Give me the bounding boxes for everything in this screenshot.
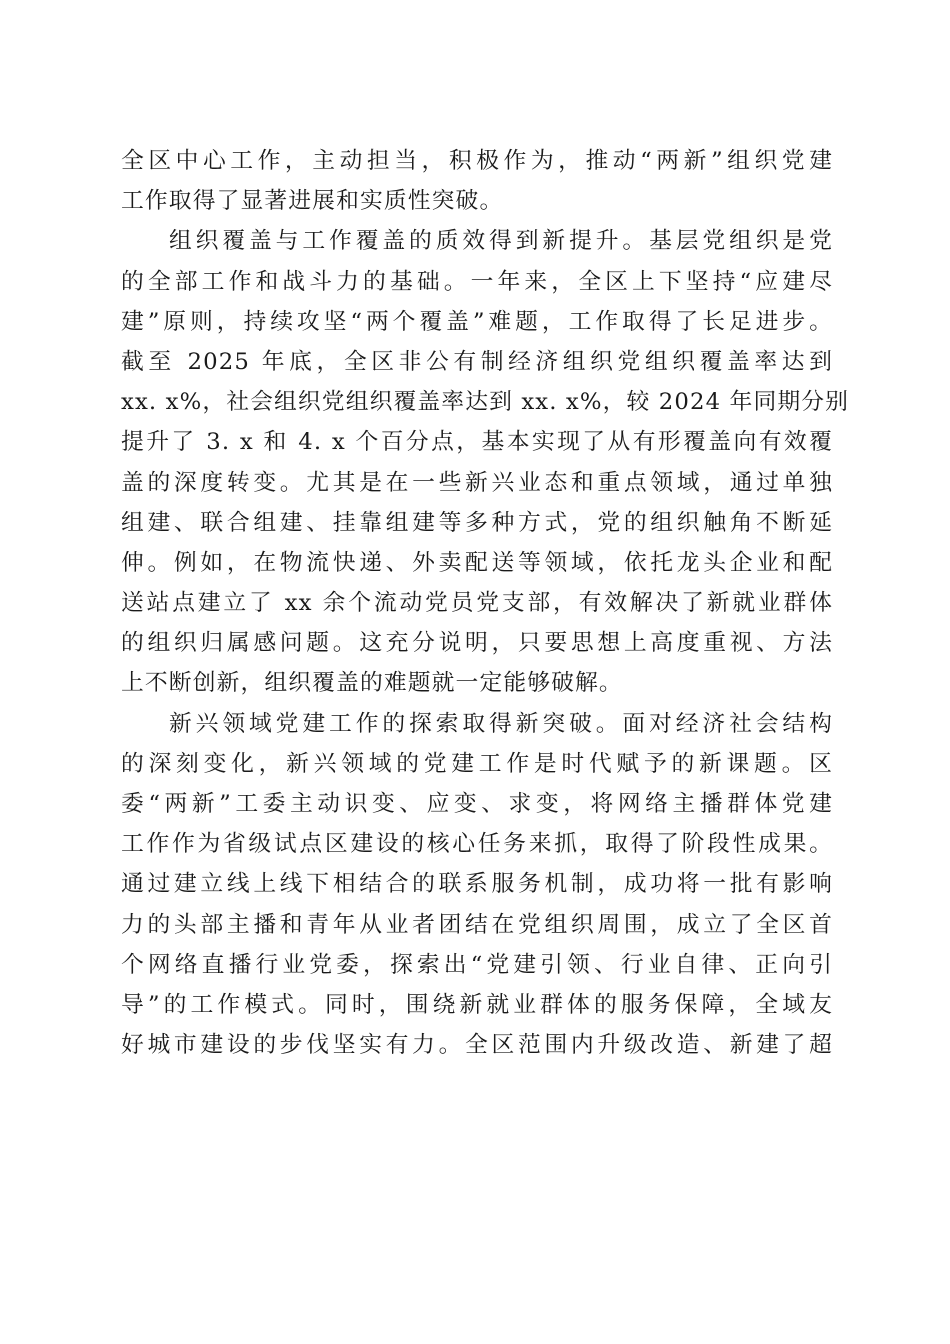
text-line: 的全部工作和战斗力的基础。一年来，全区上下坚持“应建尽 (121, 268, 833, 295)
text-line: 伸。例如，在物流快递、外卖配送等领域，依托龙头企业和配 (121, 549, 833, 576)
text-line: 组建、联合组建、挂靠组建等多种方式，党的组织触角不断延 (121, 509, 833, 536)
text-line: 个网络直播行业党委，探索出“党建引领、行业自律、正向引 (121, 951, 833, 978)
text-line: 好城市建设的步伐坚实有力。全区范围内升级改造、新建了超 (121, 1032, 833, 1059)
document-body (121, 141, 850, 1065)
text-line: 导”的工作模式。同时，围绕新就业群体的服务保障，全域友 (121, 991, 833, 1018)
text-line: 力的头部主播和青年从业者团结在党组织周围，成立了全区首 (121, 911, 833, 938)
text-line: 上不断创新，组织覆盖的难题就一定能够破解。 (121, 670, 623, 697)
text-line: 截至 2025 年底，全区非公有制经济组织党组织覆盖率达到 (121, 348, 833, 375)
text-line: 的组织归属感问题。这充分说明，只要思想上高度重视、方法 (121, 630, 833, 657)
text-line: xx. x%，社会组织党组织覆盖率达到 xx. x%，较 2024 年同期分别 (121, 389, 850, 416)
text-line: 工作作为省级试点区建设的核心任务来抓，取得了阶段性成果。 (121, 831, 833, 858)
paragraph-first-line: 新兴领域党建工作的探索取得新突破。面对经济社会结构 (169, 710, 833, 737)
text-line: 送站点建立了 xx 余个流动党员党支部，有效解决了新就业群体 (121, 590, 833, 617)
text-line: 提升了 3. x 和 4. x 个百分点，基本实现了从有形覆盖向有效覆 (121, 429, 833, 456)
text-line: 的深刻变化，新兴领域的党建工作是时代赋予的新课题。区 (121, 750, 833, 777)
text-line: 盖的深度转变。尤其是在一些新兴业态和重点领域，通过单独 (121, 469, 833, 496)
text-line: 委“两新”工委主动识变、应变、求变，将网络主播群体党建 (121, 791, 833, 817)
text-line: 通过建立线上线下相结合的联系服务机制，成功将一批有影响 (121, 871, 833, 898)
text-line: 建”原则，持续攻坚“两个覆盖”难题，工作取得了长足进步。 (121, 308, 833, 335)
text-line: 全区中心工作，主动担当，积极作为，推动“两新”组织党建 (121, 148, 833, 174)
paragraph-first-line: 组织覆盖与工作覆盖的质效得到新提升。基层党组织是党 (169, 228, 833, 255)
text-line: 工作取得了显著进展和实质性突破。 (121, 188, 504, 215)
